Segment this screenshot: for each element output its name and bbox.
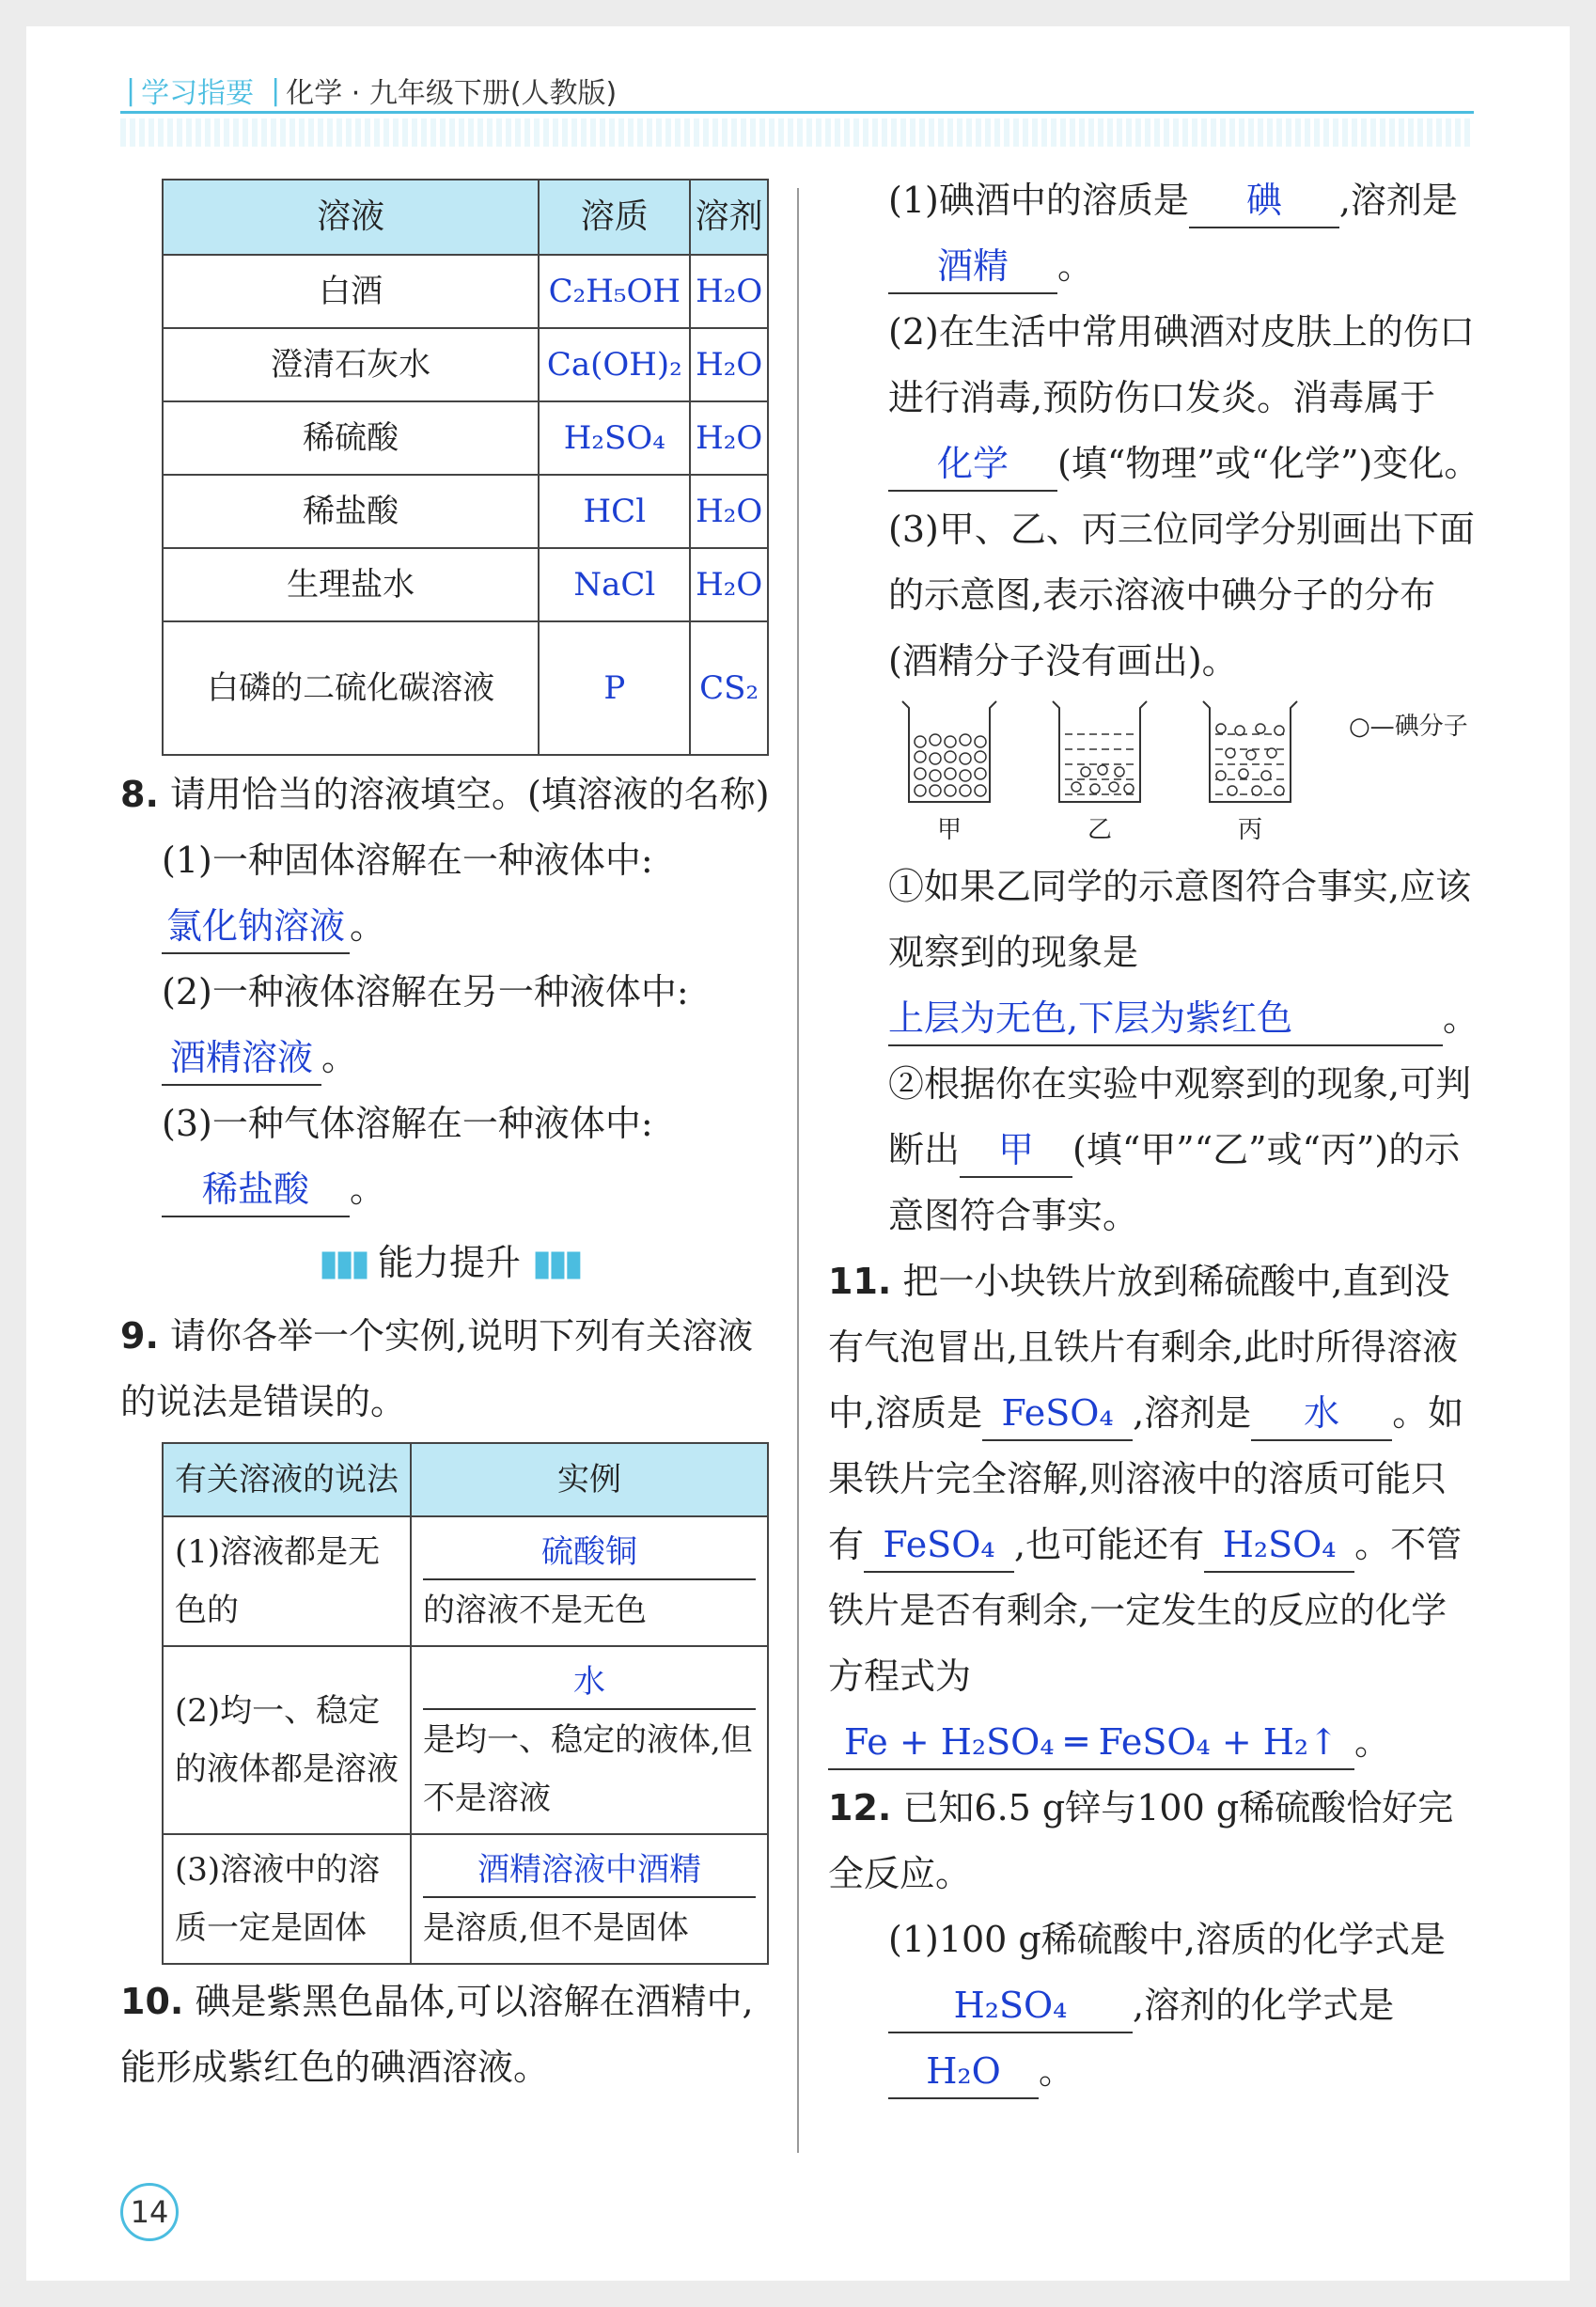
answer-blank: 酒精 bbox=[888, 240, 1057, 294]
table-header: 实例 bbox=[411, 1443, 768, 1516]
question-stem: 请用恰当的溶液填空。(填溶液的名称) bbox=[169, 774, 770, 815]
beaker-icon bbox=[1048, 697, 1151, 809]
table-row bbox=[163, 401, 768, 475]
table-header-row bbox=[163, 1443, 768, 1516]
question-8 bbox=[120, 761, 778, 827]
question-number: 11. bbox=[828, 1261, 892, 1302]
bars-icon: ▮▮▮ bbox=[319, 1242, 367, 1283]
question-number: 12. bbox=[828, 1787, 892, 1828]
answer-cell: H₂O bbox=[690, 328, 768, 401]
item-text: (2)在生活中常用碘酒对皮肤上的伤口进行消毒,预防伤口发炎。消毒属于 bbox=[888, 311, 1475, 418]
question-item bbox=[120, 1091, 778, 1222]
beaker-icon bbox=[898, 697, 1001, 809]
answer-blank: 碘 bbox=[1189, 174, 1339, 228]
item-text: 把一小块铁片放到稀硫酸中,直到没有气泡冒出,且铁片有剩余,此时所得溶液中,溶质是 bbox=[828, 1261, 1459, 1434]
legend-label: 碘分子 bbox=[1394, 713, 1468, 741]
claim-cell: (1)溶液都是无色的 bbox=[163, 1516, 411, 1646]
item-text: ,也可能还有 bbox=[1014, 1524, 1205, 1565]
question-number: 10. bbox=[120, 1981, 184, 2022]
table-row bbox=[163, 255, 768, 328]
item-text: ,溶剂的化学式是 bbox=[1133, 1985, 1395, 2026]
item-text: 。如果铁片完全溶解,则溶液中的溶质可能只有 bbox=[828, 1392, 1464, 1565]
answer-cell: HCl bbox=[539, 475, 690, 548]
beaker-label: 丙 bbox=[1237, 816, 1262, 844]
q10-part1: (1)碘酒中的溶质是 碘 ,溶剂是酒精 。 bbox=[888, 167, 1480, 299]
example-cell bbox=[411, 1516, 768, 1646]
beaker-icon bbox=[1198, 697, 1302, 809]
table-header-row bbox=[163, 180, 768, 255]
answer-blank: 酒精溶液中酒精 bbox=[423, 1844, 756, 1898]
example-rest: 的溶液不是无色 bbox=[423, 1592, 647, 1629]
beaker-label: 甲 bbox=[936, 816, 962, 844]
question-number: 9. bbox=[120, 1315, 159, 1357]
answer-cell: H₂O bbox=[690, 548, 768, 621]
answer-blank: 上层为无色,下层为紫红色 bbox=[888, 992, 1443, 1046]
answer-blank: 酒精溶液 bbox=[162, 1031, 321, 1086]
answer-cell: H₂O bbox=[690, 401, 768, 475]
right-column bbox=[828, 167, 1480, 2104]
beaker-jia bbox=[898, 697, 1001, 844]
item-text: (3)甲、乙、丙三位同学分别画出下面的示意图,表示溶液中碘分子的分布(酒精分子没有画出)。 bbox=[888, 509, 1475, 682]
answer-blank: H₂SO₄ bbox=[1204, 1518, 1354, 1573]
answer-blank: FeSO₄ bbox=[982, 1387, 1133, 1441]
answer-blank: 化学 bbox=[888, 437, 1057, 492]
answer-blank: 水 bbox=[423, 1656, 756, 1710]
question-9 bbox=[120, 1303, 778, 1435]
item-text: (1)一种固体溶解在一种液体中: bbox=[162, 840, 653, 881]
question-number: 8. bbox=[120, 774, 159, 815]
table-header: 有关溶液的说法 bbox=[163, 1443, 411, 1516]
answer-blank: Fe + H₂SO₄ ═ FeSO₄ + H₂↑ bbox=[828, 1716, 1354, 1770]
item-text: 。不管铁片是否有剩余,一定发生的反应的化学方程式为 bbox=[828, 1524, 1463, 1697]
molecule-icon: ○— bbox=[1349, 713, 1395, 741]
answer-blank: 稀盐酸 bbox=[162, 1163, 350, 1217]
bars-icon: ▮▮▮ bbox=[532, 1242, 580, 1283]
item-text: ,溶剂是 bbox=[1133, 1392, 1252, 1434]
table-header: 溶液 bbox=[163, 180, 539, 255]
header: | 学习指要 | 化学 · 九年级下册(人教版) bbox=[120, 68, 617, 113]
question-10 bbox=[120, 1969, 778, 2100]
item-text: ,溶剂是 bbox=[1338, 180, 1458, 221]
item-text: ②根据你在实验中观察到的现象,可判断出 bbox=[888, 1063, 1472, 1170]
example-rest: 是均一、稳定的液体,但不是溶液 bbox=[423, 1721, 753, 1817]
item-text: (2)一种液体溶解在另一种液体中: bbox=[162, 971, 689, 1012]
answer-cell: H₂SO₄ bbox=[539, 401, 690, 475]
table-row bbox=[163, 1646, 768, 1834]
table-row bbox=[163, 548, 768, 621]
answer-blank: 甲 bbox=[960, 1123, 1072, 1178]
misconception-table bbox=[162, 1442, 769, 1965]
beaker-diagram bbox=[898, 703, 1480, 844]
guide-label: 学习指要 bbox=[141, 77, 255, 110]
punct: 。 bbox=[321, 1037, 358, 1078]
item-text: (填“物理”或“化学”)变化。 bbox=[1057, 443, 1480, 484]
column-divider bbox=[797, 188, 799, 2153]
q10-sub1: ①如果乙同学的示意图符合事实,应该观察到的现象是上层为无色,下层为紫红色 。 bbox=[888, 854, 1480, 1051]
question-stem: 请你各举一个实例,说明下列有关溶液的说法是错误的。 bbox=[120, 1315, 754, 1422]
table-cell: 生理盐水 bbox=[163, 548, 539, 621]
example-cell bbox=[411, 1834, 768, 1964]
table-cell: 白酒 bbox=[163, 255, 539, 328]
section-title bbox=[120, 1230, 778, 1295]
answer-blank: H₂SO₄ bbox=[888, 1979, 1133, 2033]
item-text: (1)100 g稀硫酸中,溶质的化学式是 bbox=[888, 1919, 1446, 1960]
q10-sub2 bbox=[888, 1051, 1480, 1248]
q10-part2 bbox=[888, 299, 1480, 496]
q12-part1: (1)100 g稀硫酸中,溶质的化学式是H₂SO₄ ,溶剂的化学式是H₂O 。 bbox=[888, 1907, 1480, 2104]
question-stem: 碘是紫黑色晶体,可以溶解在酒精中,能形成紫红色的碘酒溶液。 bbox=[120, 1981, 754, 2088]
table-row bbox=[163, 475, 768, 548]
legend bbox=[1349, 713, 1468, 741]
example-rest: 是溶质,但不是固体 bbox=[423, 1909, 689, 1947]
table-cell: 稀盐酸 bbox=[163, 475, 539, 548]
table-row bbox=[163, 1834, 768, 1964]
answer-cell: H₂O bbox=[690, 255, 768, 328]
solution-table bbox=[162, 179, 769, 756]
answer-cell: CS₂ bbox=[690, 621, 768, 755]
table-row bbox=[163, 1516, 768, 1646]
answer-blank: FeSO₄ bbox=[864, 1518, 1014, 1573]
question-12 bbox=[828, 1775, 1480, 1907]
header-band bbox=[120, 118, 1474, 147]
punct: 。 bbox=[350, 1169, 386, 1210]
answer-cell: C₂H₅OH bbox=[539, 255, 690, 328]
item-text: (3)一种气体溶解在一种液体中: bbox=[162, 1103, 653, 1144]
table-header: 溶质 bbox=[539, 180, 690, 255]
page-number: 14 bbox=[120, 2183, 179, 2241]
beaker-bing bbox=[1198, 697, 1302, 844]
q10-part3 bbox=[888, 496, 1480, 694]
answer-cell: P bbox=[539, 621, 690, 755]
answer-blank: 硫酸铜 bbox=[423, 1526, 756, 1580]
beaker-yi bbox=[1048, 697, 1151, 844]
section-label: 能力提升 bbox=[377, 1242, 521, 1283]
answer-cell: NaCl bbox=[539, 548, 690, 621]
left-column bbox=[120, 179, 778, 2100]
item-text: (1)碘酒中的溶质是 bbox=[888, 180, 1189, 221]
punct: 。 bbox=[350, 905, 386, 947]
answer-blank: H₂O bbox=[888, 2045, 1039, 2099]
table-cell: 澄清石灰水 bbox=[163, 328, 539, 401]
item-text: (填“甲”“乙”或“丙”)的示意图符合事实。 bbox=[888, 1129, 1461, 1236]
question-item bbox=[120, 827, 778, 959]
table-cell: 稀硫酸 bbox=[163, 401, 539, 475]
answer-blank: 氯化钠溶液 bbox=[162, 900, 350, 954]
answer-cell: H₂O bbox=[690, 475, 768, 548]
subject-label: 化学 · 九年级下册(人教版) bbox=[286, 77, 618, 110]
table-header: 溶剂 bbox=[690, 180, 768, 255]
claim-cell: (2)均一、稳定的液体都是溶液 bbox=[163, 1646, 411, 1834]
beaker-label: 乙 bbox=[1087, 816, 1112, 844]
question-item bbox=[120, 959, 778, 1091]
table-cell: 白磷的二硫化碳溶液 bbox=[163, 621, 539, 755]
table-row bbox=[163, 621, 768, 755]
question-11: 11. 把一小块铁片放到稀硫酸中,直到没有气泡冒出,且铁片有剩余,此时所得溶液中,溶质是 FeSO₄ ,溶剂是 水 。如果铁片完全溶解,则溶液中的溶质可能只有 FeSO₄ ,也可能还有 H₂SO₄ 。不管铁片是否有剩余,一定发生的反应的化学方程式为Fe + H₂SO₄ ═ FeSO₄ + H₂↑ 。 bbox=[828, 1248, 1480, 1775]
header-line bbox=[120, 111, 1474, 114]
question-stem: 已知6.5 g锌与100 g稀硫酸恰好完全反应。 bbox=[828, 1787, 1454, 1894]
answer-cell: Ca(OH)₂ bbox=[539, 328, 690, 401]
claim-cell: (3)溶液中的溶质一定是固体 bbox=[163, 1834, 411, 1964]
example-cell bbox=[411, 1646, 768, 1834]
table-row bbox=[163, 328, 768, 401]
item-text: ①如果乙同学的示意图符合事实,应该观察到的现象是 bbox=[888, 866, 1472, 973]
answer-blank: 水 bbox=[1251, 1387, 1392, 1441]
